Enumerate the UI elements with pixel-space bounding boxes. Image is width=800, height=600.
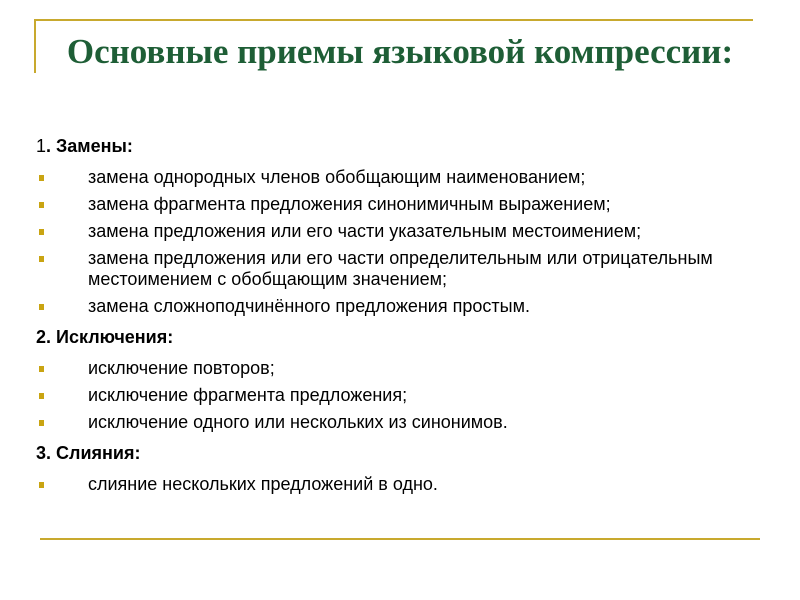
frame-bottom-line (40, 538, 760, 540)
list-item-text: замена сложноподчинённого предложения простым. (88, 296, 530, 316)
list-item (36, 385, 756, 406)
square-bullet-icon (39, 256, 44, 262)
section-title: Исключения: (56, 327, 174, 347)
list-item-text: слияние нескольких предложений в одно. (88, 474, 438, 494)
section-title: . Замены: (46, 136, 133, 156)
list-item-text: замена однородных членов обобщающим наименованием; (88, 167, 586, 187)
section-heading-merges (36, 443, 756, 464)
list-item-text: исключение повторов; (88, 358, 275, 378)
square-bullet-icon (39, 482, 44, 488)
list-item (36, 248, 756, 290)
section-number: 3. (36, 443, 52, 463)
section-number: 2. (36, 327, 52, 347)
list-item-text: замена предложения или его части определительным или отрицательным местоимением с обобщающим значением; (88, 248, 713, 289)
frame-left-line (34, 19, 36, 73)
square-bullet-icon (39, 229, 44, 235)
frame-top-line (34, 19, 753, 21)
list-item-text: исключение фрагмента предложения; (88, 385, 408, 405)
slide-content (36, 136, 756, 501)
square-bullet-icon (39, 304, 44, 310)
list-item (36, 167, 756, 188)
list-item (36, 358, 756, 379)
square-bullet-icon (39, 366, 44, 372)
list-item-text: замена фрагмента предложения синонимичным выражением; (88, 194, 611, 214)
square-bullet-icon (39, 393, 44, 399)
list-item-text: замена предложения или его части указательным местоимением; (88, 221, 642, 241)
square-bullet-icon (39, 202, 44, 208)
square-bullet-icon (39, 175, 44, 181)
list-item (36, 296, 756, 317)
list-item (36, 221, 756, 242)
list-item (36, 474, 756, 495)
square-bullet-icon (39, 420, 44, 426)
slide-title: Основные приемы языковой компрессии: (66, 32, 734, 71)
section-title: Слияния: (56, 443, 141, 463)
section-number: 1 (36, 136, 47, 156)
list-item (36, 412, 756, 433)
list-item (36, 194, 756, 215)
list-item-text: исключение одного или нескольких из синонимов. (88, 412, 508, 432)
section-heading-replacements (36, 136, 756, 157)
section-heading-exclusions (36, 327, 756, 348)
